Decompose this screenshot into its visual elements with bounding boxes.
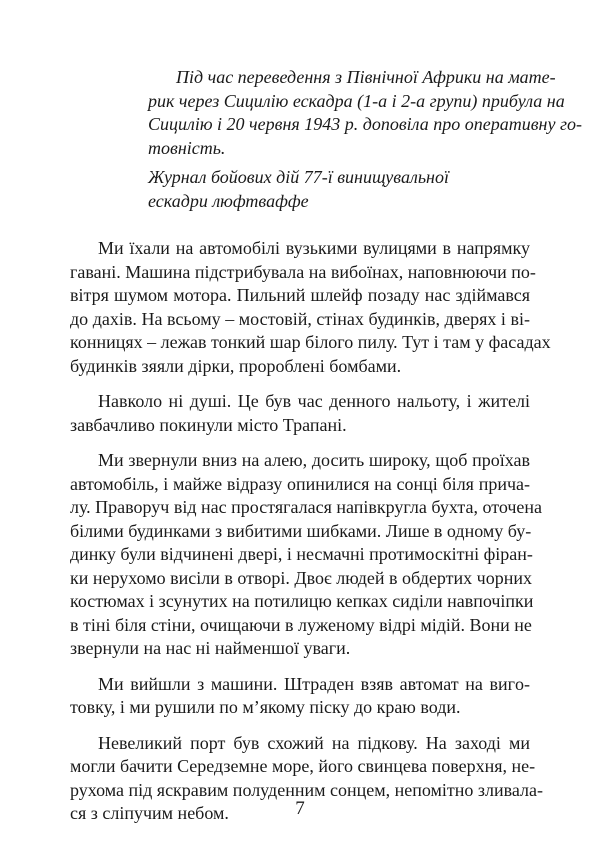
text-line: автомобіль, і майже відразу опинилися на сонці біля прича- <box>70 473 530 494</box>
text-line: Ми їхали на автомобілі вузькими вулицями в напрямку <box>98 238 530 258</box>
text-line: ся з сліпучим небом. <box>70 803 229 823</box>
text-line: динку були відчинені двері, і несмачні протимоскітні фіран- <box>70 544 533 564</box>
text-line: будинків зяяли дірки, пророблені бомбами. <box>70 355 402 376</box>
epigraph <box>120 66 582 160</box>
page-number: 7 <box>295 798 305 819</box>
epigraph-text <box>120 66 582 160</box>
text-line: лу. Праворуч від нас простягалася напівкругла бухта, оточена <box>70 497 543 517</box>
text-line: костюмах і зсунутих на потилицю кепках сиділи навпочіпки <box>70 591 534 611</box>
text-line: могли бачити Середземне море, його свинцева поверхня, не- <box>70 756 536 776</box>
text-line: Навколо ні душі. Це був час денного нальоту, і жителі <box>98 391 530 411</box>
text-line: Ми вийшли з машини. Штраден взяв автомат на вигo- <box>98 673 530 694</box>
text-line: до дахів. На всьому – мостовій, стінах будинків, дверях і ві- <box>70 308 530 329</box>
text-line: вітря шумом мотора. Пильний шлейф позаду нас здіймався <box>70 285 530 305</box>
epigraph-source-line: ескадри люфтваффе <box>148 190 309 211</box>
paragraph <box>70 673 530 720</box>
epigraph-line: рик через Сицилію ескадра (1-а і 2-а групи) прибула на <box>148 90 565 111</box>
epigraph-source-line: Журнал бойових дій 77-ї винищувальної <box>148 167 449 187</box>
text-line: завбачливо покинули місто Трапані. <box>70 414 347 435</box>
text-line: рухома під яскравим полуденним сонцем, непомітно зливала- <box>70 779 544 800</box>
text-line: гавані. Машина підстрибувала на вибоїнах, наповнюючи по- <box>70 261 536 282</box>
text-line: звернули на нас ні найменшої уваги. <box>70 638 351 658</box>
text-line: в тіні біля стіни, очищаючи в луженому відрі мідій. Вони не <box>70 614 532 635</box>
text-line: білими будинками з вибитими шибками. Лише в одному бу- <box>70 520 532 541</box>
main-text <box>70 237 551 838</box>
paragraph <box>70 237 551 378</box>
paragraph <box>70 449 543 661</box>
text-line: ки нерухомо висіли в отворі. Двоє людей в обдертих чорних <box>70 567 532 588</box>
epigraph-source <box>148 166 508 213</box>
paragraph <box>70 390 530 437</box>
text-line: Невеликий порт був схожий на підкову. На заході ми <box>98 732 530 753</box>
text-line: товку, і ми рушили по м’якому піску до краю води. <box>70 697 461 717</box>
epigraph-line: Сицилію і 20 червня 1943 р. доповіла про оперативну го- <box>148 114 582 134</box>
text-line: Ми звернули вниз на алею, досить широку, щоб проїхав <box>98 450 530 470</box>
epigraph-line: товність. <box>148 137 226 158</box>
epigraph-line: Під час переведення з Північної Африки на мате- <box>176 67 556 87</box>
text-line: конницях – лежав тонкий шар білого пилу. Тут і там у фасадах <box>70 332 551 352</box>
